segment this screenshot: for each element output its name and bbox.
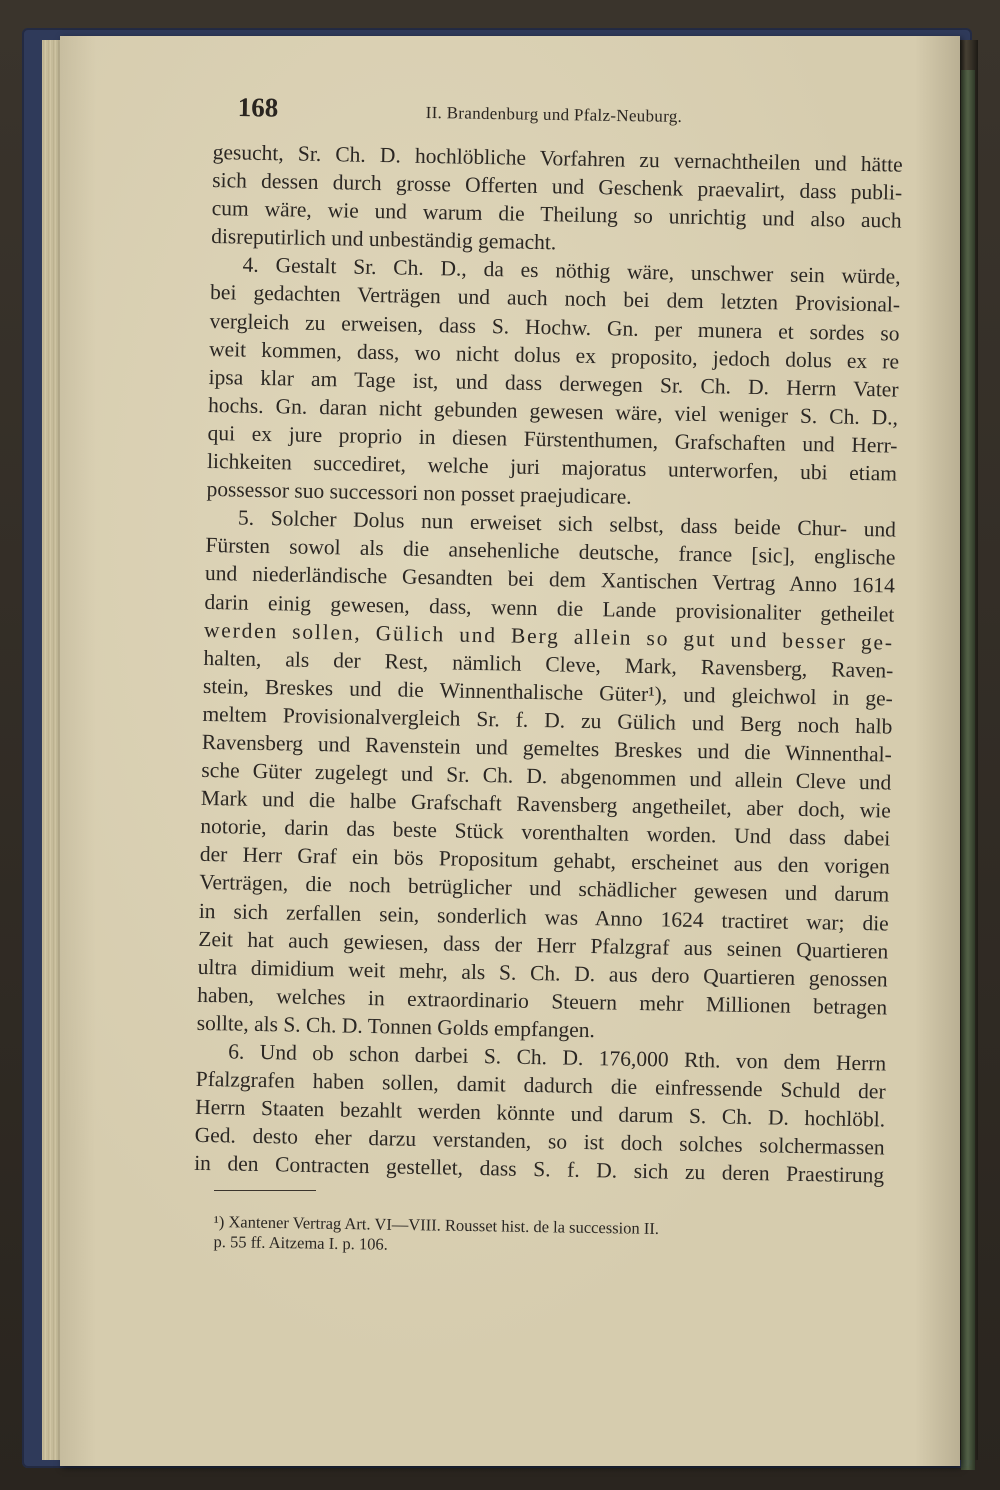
- page-edge: [42, 40, 62, 1460]
- text-line: lichkeiten succediret, welche juri majoratus unterworfen, ubi etiam: [206, 448, 898, 486]
- text-line: ultra dimidium weit mehr, als S. Ch. D. aus dero Quartieren genossen: [197, 954, 888, 992]
- running-head: II. Brandenburg und Pfalz-Neuburg.: [425, 102, 683, 126]
- text-line: Pfalzgrafen haben sollen, damit dadurch die einfressende Schuld der: [195, 1066, 886, 1104]
- text-line: Fürsten sowol als die ansehenliche deutsche, france [sic], englische: [205, 533, 896, 570]
- text-line: possessor suo successori non posset praejudicare.: [206, 477, 632, 509]
- footnote-divider: [214, 1190, 316, 1191]
- footnote-line: p. 55 ff. Aitzema I. p. 106.: [213, 1231, 388, 1254]
- text-line: sollte, als S. Ch. D. Tonnen Golds empfangen.: [196, 1010, 596, 1043]
- text-line: cum wäre, wie und warum die Theilung so unrichtig und also auch: [211, 196, 902, 233]
- text-line: Ged. desto eher darzu verstanden, so ist doch solches solchermassen: [194, 1123, 885, 1160]
- text-line: in den Contracten gestellet, dass S. f. D. sich zu deren Praestirung: [193, 1151, 885, 1188]
- paragraph-start-line: 4. Gestalt Sr. Ch. D., da es nöthig wäre, unschwer sein würde,: [242, 252, 901, 289]
- text-line: Zeit hat auch gewiesen, dass der Herr Pfalzgraf aus seinen Quartieren: [198, 926, 889, 964]
- text-line: disreputirlich und unbeständig gemacht.: [210, 224, 557, 255]
- text-line: stein, Breskes und die Winnenthalische Güter¹), und gleichwol in ge-: [202, 673, 894, 711]
- paragraph-start-line: 5. Solcher Dolus nun erweiset sich selbst, dass beide Chur- und: [237, 505, 897, 542]
- text-line: haben, welches in extraordinario Steuern mehr Millionen betragen: [197, 982, 888, 1020]
- text-line: sche Güter zugelegt und Sr. Ch. D. abgenommen und allein Cleve und: [201, 757, 892, 795]
- page-number: 168: [237, 92, 279, 123]
- footnote-line: ¹) Xantener Vertrag Art. VI—VIII. Rousset hist. de la succession II.: [213, 1212, 660, 1238]
- paragraph-start-line: 6. Und ob schon darbei S. Ch. D. 176,000 Rth. von dem Herrn: [228, 1039, 887, 1076]
- body-text: [194, 138, 903, 1190]
- text-line: sich dessen durch grosse Offerten und Geschenk praevalirt, dass publi-: [212, 168, 903, 205]
- text-line: bei gedachten Verträgen und auch noch bei dem letzten Provisional-: [209, 280, 901, 318]
- text-line: Herrn Staaten bezahlt werden könnte und darum S. Ch. D. hochlöbl.: [195, 1095, 886, 1132]
- text-line: weit kommen, dass, wo nicht dolus ex proposito, jedoch dolus ex re: [208, 336, 900, 374]
- text-line: Verträgen, die noch betrüglicher und schädlicher gewesen und darum: [199, 870, 890, 907]
- text-line: vergleich zu erweisen, dass S. Hochw. Gn. per munera et sordes so: [209, 308, 900, 346]
- text-line: Ravensberg und Ravenstein und gemeltes Breskes und die Winnenthal-: [201, 729, 893, 767]
- text-line: werden sollen, Gülich und Berg allein so gut und besser ge-: [203, 617, 895, 655]
- binding-tab: [961, 70, 975, 1470]
- text-line: qui ex jure proprio in diesen Fürstenthumen, Grafschaften und Herr-: [207, 420, 898, 458]
- text-line: und niederländische Gesandten bei dem Xantischen Vertrag Anno 1614: [204, 561, 896, 598]
- right-binding-strip: [958, 40, 978, 1460]
- text-line: in sich zerfallen sein, sonderlich was Anno 1624 tractiret war; die: [198, 898, 889, 936]
- text-line: meltem Provisionalvergleich Sr. f. D. zu Gülich und Berg noch halb: [202, 701, 893, 739]
- text-line: halten, als der Rest, nämlich Cleve, Mark, Ravensberg, Raven-: [203, 645, 894, 683]
- text-line: notorie, darin das beste Stück vorenthalten worden. Und dass dabei: [200, 814, 891, 851]
- text-line: hochs. Gn. daran nicht gebunden gewesen wäre, viel weniger S. Ch. D.,: [207, 392, 899, 430]
- text-line: gesucht, Sr. Ch. D. hochlöbliche Vorfahren zu vernachtheilen und hätte: [212, 139, 903, 177]
- text-line: der Herr Graf ein bös Propositum gehabt, erscheinet aus den vorigen: [199, 842, 890, 879]
- text-line: Mark und die halbe Grafschaft Ravensberg angetheilet, aber doch, wie: [200, 786, 892, 823]
- text-line: ipsa klar am Tage ist, und dass derwegen Sr. Ch. D. Herrn Vater: [208, 364, 899, 402]
- text-line: darin einig gewesen, dass, wenn die Lande provisionaliter getheilet: [204, 589, 895, 627]
